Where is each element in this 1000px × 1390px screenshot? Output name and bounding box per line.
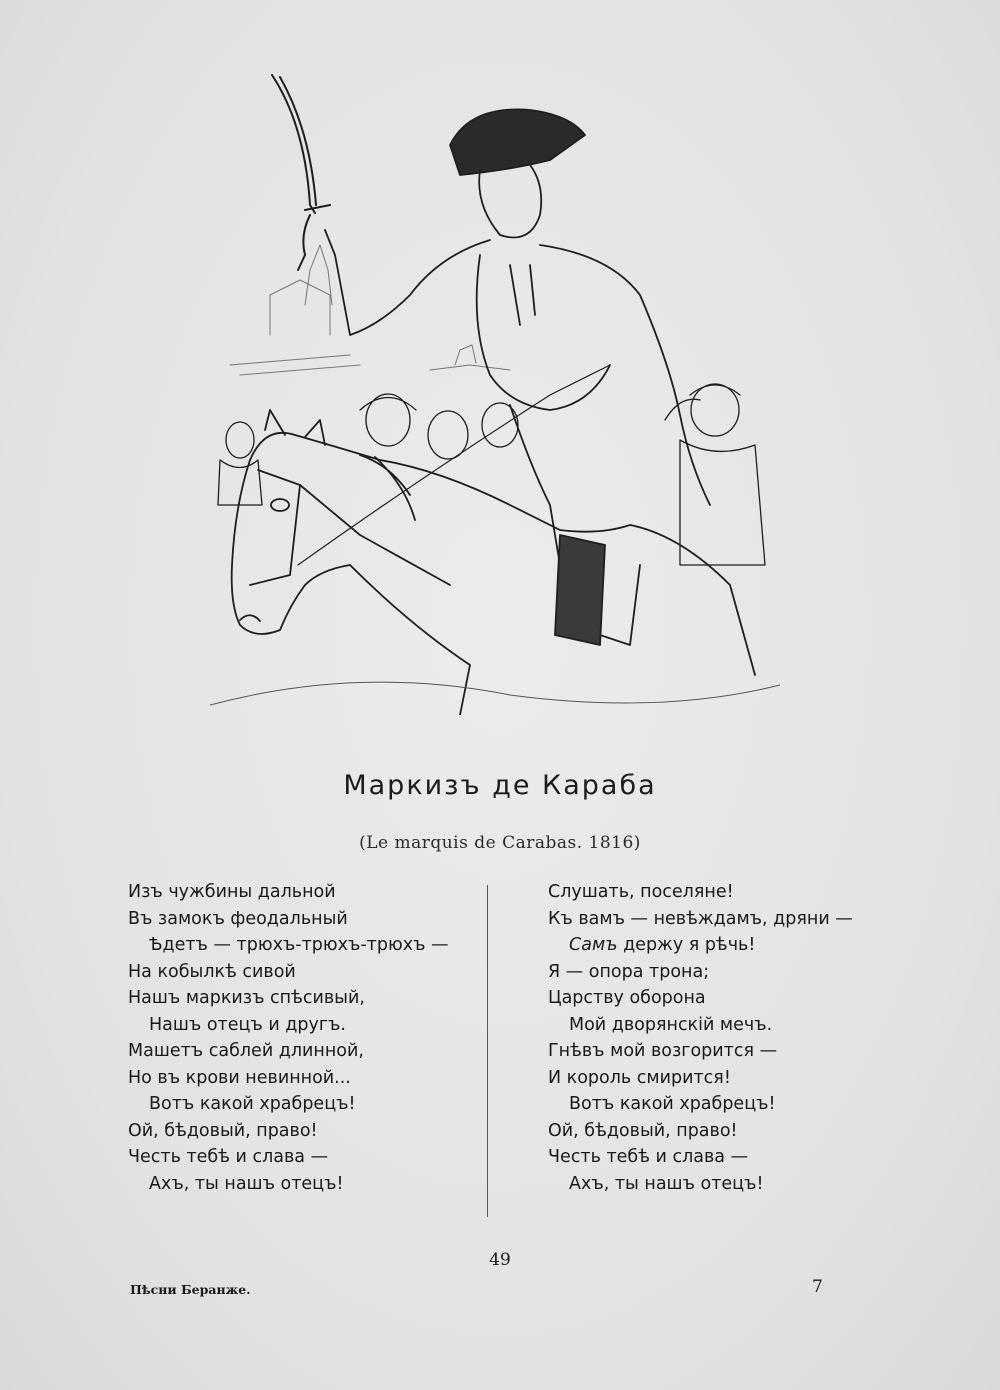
verse-line-italic-start: Самъ держу я рѣчь! xyxy=(569,935,756,955)
verse-line: И король смирится! xyxy=(548,1067,731,1088)
column-divider xyxy=(487,885,488,1217)
poem-stanza-left xyxy=(128,879,478,1197)
crowd xyxy=(218,384,765,565)
rider xyxy=(325,109,710,645)
verse-line: Машетъ саблей длинной, xyxy=(128,1041,364,1061)
engraving-illustration xyxy=(210,65,780,715)
verse-line: Нашъ отецъ и другъ. xyxy=(149,1014,346,1035)
verse-line: Честь тебѣ и слава — xyxy=(548,1147,749,1167)
verse-line: Ой, бѣдовый, право! xyxy=(128,1120,318,1141)
verse-line: Въ замокъ феодальный xyxy=(128,908,348,929)
book-title-footer: Пѣсни Беранже. xyxy=(130,1282,251,1297)
verse-line: Ѣдетъ — трюхъ-трюхъ-трюхъ — xyxy=(149,935,449,955)
town-background xyxy=(230,245,510,375)
poem-subtitle: (Le marquis de Carabas. 1816) xyxy=(359,833,641,853)
poem-title: Маркизъ де Караба xyxy=(343,770,657,801)
verse-line: На кобылкѣ сивой xyxy=(128,961,296,982)
verse-line: Вотъ какой храбрецъ! xyxy=(569,1094,776,1114)
verse-line: Ахъ, ты нашъ отецъ! xyxy=(569,1173,764,1194)
verse-line: Ахъ, ты нашъ отецъ! xyxy=(149,1173,344,1194)
verse-line: Вотъ какой храбрецъ! xyxy=(149,1094,356,1114)
poem-stanza-right xyxy=(548,879,908,1197)
verse-line: Я — опора трона; xyxy=(548,961,710,982)
verse-line: Царству оборона xyxy=(548,988,706,1008)
verse-line: Мой дворянскій мечъ. xyxy=(569,1014,773,1035)
verse-line: Гнѣвъ мой возгорится — xyxy=(548,1041,778,1061)
italic-word: Самъ xyxy=(569,935,618,955)
verse-line: Нашъ маркизъ спѣсивый, xyxy=(128,988,365,1008)
verse-line: Къ вамъ — невѣждамъ, дряни — xyxy=(548,908,853,929)
horse xyxy=(232,410,755,715)
verse-line: Изъ чужбины дальной xyxy=(128,882,336,902)
verse-line: Ой, бѣдовый, право! xyxy=(548,1120,738,1141)
signature-mark: 7 xyxy=(812,1277,823,1297)
verse-line: Честь тебѣ и слава — xyxy=(128,1147,329,1167)
sabre xyxy=(272,75,330,270)
verse-line: Слушать, поселяне! xyxy=(548,882,734,902)
verse-line: Но въ крови невинной... xyxy=(128,1067,351,1088)
page-number: 49 xyxy=(489,1250,511,1270)
